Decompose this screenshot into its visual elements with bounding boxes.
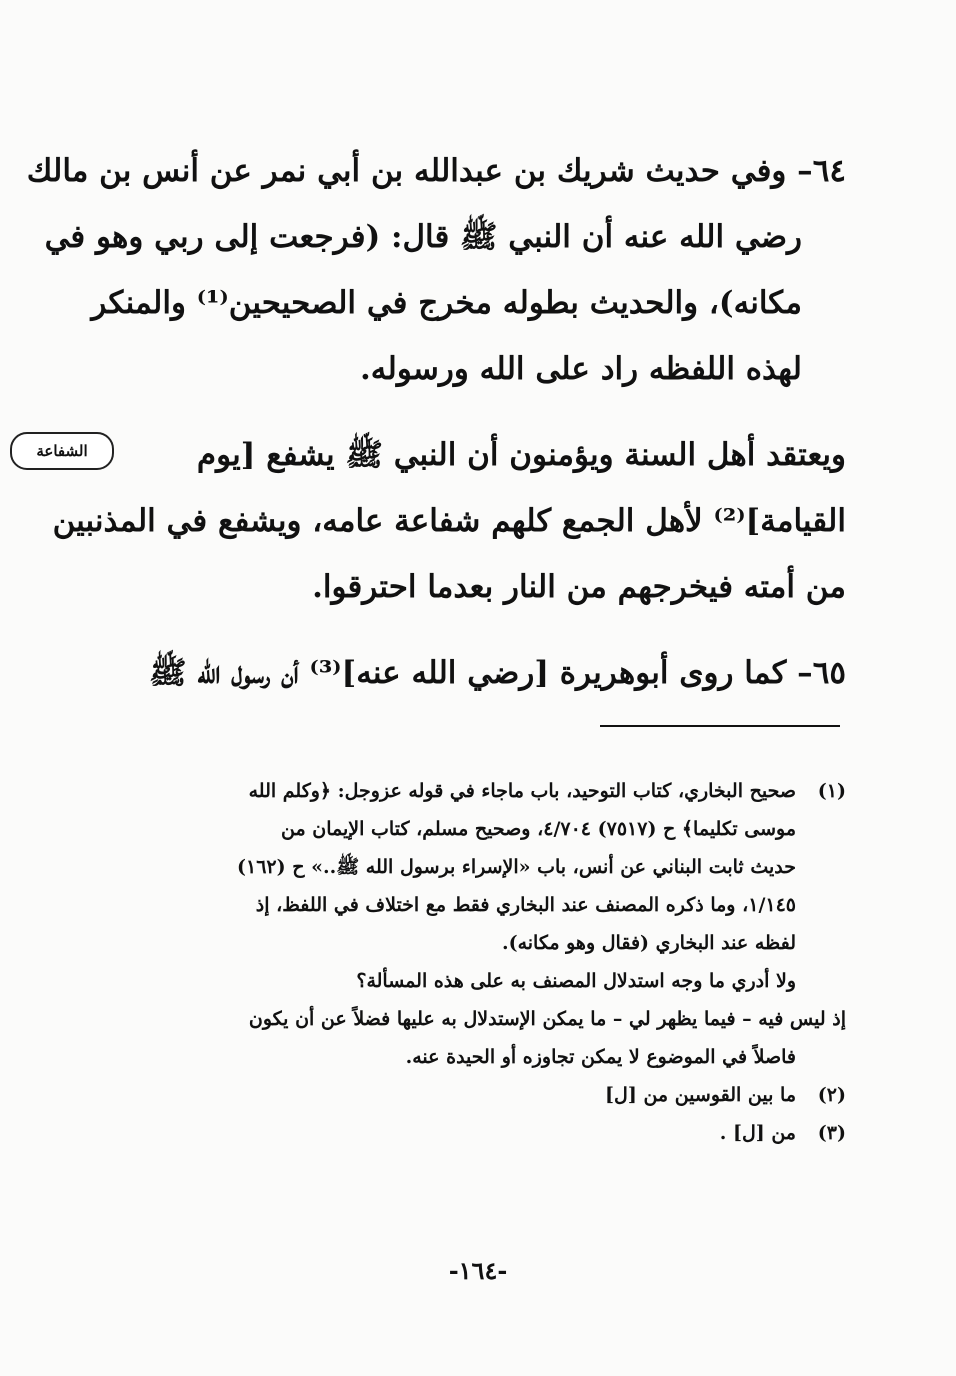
footnote-text: ما بين القوسين من [ل] — [605, 1084, 796, 1106]
margin-label-badge: الشفاعة — [10, 432, 114, 470]
paragraph-shafaa-line: من أمته فيخرجهم من النار بعدما احترقوا. — [312, 569, 846, 605]
paragraph-gap — [118, 402, 846, 422]
footnotes — [118, 772, 846, 1152]
footnote-text: صحيح البخاري، كتاب التوحيد، باب ماجاء في قوله عزوجل: ﴿وكلم الله — [248, 780, 796, 802]
paragraph-64-line: رضي الله عنه أن النبي ﷺ قال: (فرجعت إلى ربي وهو في — [44, 219, 802, 255]
page-number: -١٦٤- — [448, 1256, 508, 1285]
paragraph-65-line: ٦٥– كما روى أبوهريرة [رضي الله عنه]⁽³⁾ أن رسول الله ﷺ — [149, 655, 846, 691]
paragraph-64-line: لهذه اللفظه راد على الله ورسوله. — [360, 351, 802, 387]
footnote-text: إذ ليس فيه – فيما يظهر لي – ما يمكن الإستدلال به عليها فضلاً عن أن يكون — [248, 1008, 846, 1030]
footnote-2 — [118, 1076, 846, 1114]
paragraph-64-line: مكانه)، والحديث بطوله مخرج في الصحيحين⁽¹⁾ والمنكر — [91, 285, 802, 321]
footnote-1 — [118, 772, 846, 810]
footnote-text: حديث ثابت البناني عن أنس، باب «الإسراء برسول الله ﷺ..» ح (١٦٢) — [237, 856, 796, 878]
footnote-text: ١/١٤٥، وما ذكره المصنف عند البخاري فقط مع اختلاف في اللفظ، إذ — [255, 894, 796, 916]
paragraph-64-line: ٦٤– وفي حديث شريك بن عبدالله بن أبي نمر عن أنس بن مالك — [26, 153, 846, 189]
paragraph-gap — [118, 620, 846, 640]
footnote-text: ولا أدري ما وجه استدلال المصنف به على هذه المسألة؟ — [356, 970, 796, 992]
footnote-text: فاصلاً في الموضوع لا يمكن تجاوزه أو الحيدة عنه. — [405, 1046, 796, 1068]
footnote-number: (٢) — [817, 1084, 846, 1106]
footnote-number: (٣) — [817, 1122, 846, 1144]
footnote-text: موسى تكليما﴾ ح (٧٥١٧) ٤/٧٠٤، وصحيح مسلم، كتاب الإيمان من — [281, 818, 796, 840]
footnote-text: لفظه عند البخاري (فقال وهو مكانه). — [501, 932, 796, 954]
paragraph-shafaa-line: القيامة]⁽²⁾ لأهل الجمع كلهم شفاعة عامه، ويشفع في المذنبين — [52, 503, 846, 539]
footnote-3 — [118, 1114, 846, 1152]
footnote-text: من [ل] . — [719, 1122, 796, 1144]
footnote-separator — [600, 725, 840, 727]
paragraph-shafaa-line: ويعتقد أهل السنة ويؤمنون أن النبي ﷺ يشفع [يوم — [196, 437, 846, 473]
footnote-number: (١) — [817, 780, 846, 802]
